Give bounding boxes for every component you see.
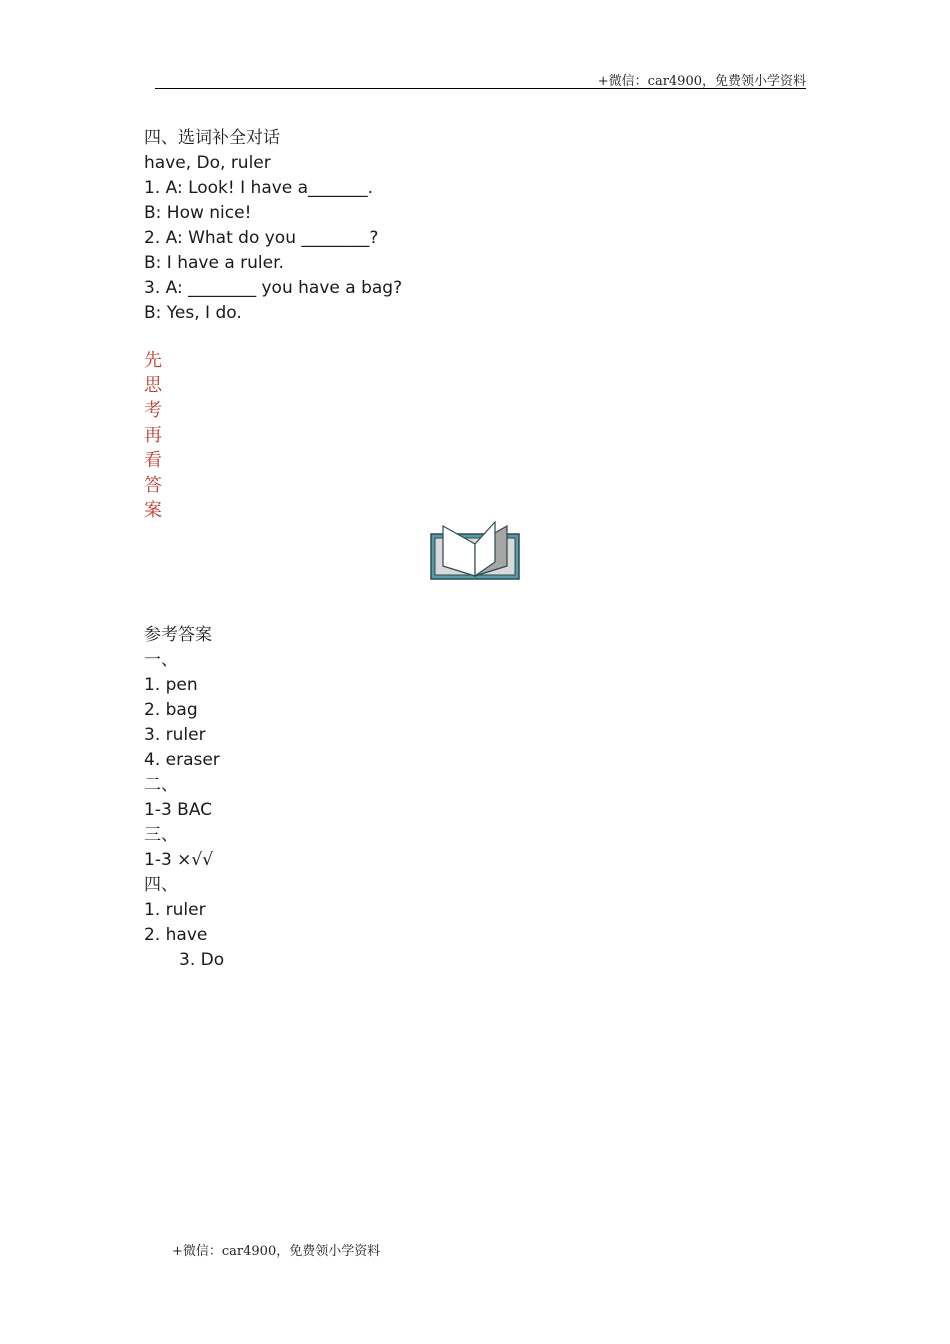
section-title: 四、选词补全对话	[144, 128, 280, 148]
prompt-char: 看	[144, 450, 162, 471]
dialogue-line: B: I have a ruler.	[144, 253, 284, 273]
dialogue-line: B: Yes, I do.	[144, 303, 242, 323]
answer-line: 四、	[144, 875, 178, 895]
prompt-char: 思	[144, 375, 162, 396]
prompt-char: 案	[144, 500, 162, 521]
answer-line: 一、	[144, 650, 178, 670]
answer-line: 三、	[144, 825, 178, 845]
exercise-section-4	[144, 126, 402, 326]
prompt-char: 先	[144, 350, 162, 371]
prompt-char: 再	[144, 425, 162, 446]
answer-line: 二、	[144, 775, 178, 795]
answer-line: 1-3 ×√√	[144, 850, 214, 870]
think-first-prompt	[144, 348, 162, 523]
footer-contact: +微信：car4900，免费领小学资料	[172, 1244, 381, 1259]
answers-title: 参考答案	[144, 625, 212, 645]
answer-line: 1. pen	[144, 675, 198, 695]
open-book-icon	[429, 520, 523, 586]
answer-line: 1. ruler	[144, 900, 206, 920]
answer-line: 4. eraser	[144, 750, 220, 770]
word-bank: have, Do, ruler	[144, 153, 271, 173]
prompt-char: 答	[144, 475, 162, 496]
answer-key	[144, 623, 224, 973]
answer-line: 3. ruler	[144, 725, 206, 745]
header-contact: +微信：car4900，免费领小学资料	[597, 74, 806, 89]
header-divider	[155, 88, 806, 89]
dialogue-line: 2. A: What do you ________?	[144, 228, 379, 248]
answer-line: 2. bag	[144, 700, 198, 720]
dialogue-line: B: How nice!	[144, 203, 252, 223]
answer-line: 3. Do	[179, 950, 225, 970]
dialogue-line: 1. A: Look! I have a_______.	[144, 178, 373, 198]
dialogue-line: 3. A: ________ you have a bag?	[144, 278, 403, 298]
answer-line: 2. have	[144, 925, 208, 945]
answer-line: 1-3 BAC	[144, 800, 213, 820]
prompt-char: 考	[144, 400, 162, 421]
